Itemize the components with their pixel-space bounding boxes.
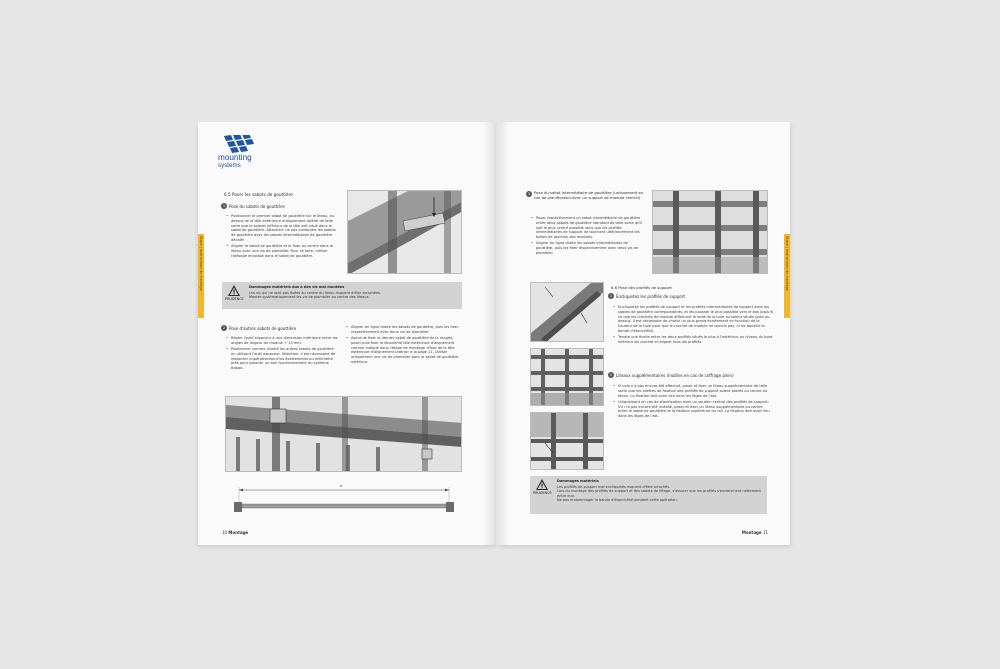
- footer-right: [742, 530, 768, 535]
- caution-text: [249, 285, 381, 300]
- gutter-shoes-row-illustration: [225, 396, 462, 472]
- dimension-label: a: [340, 484, 343, 488]
- caution-label: PRUDENCE: [225, 297, 244, 301]
- bullet: • Poser respectivement un sabot intermédiaire de gouttière entre deux sabots de gouttière standard de telle sorte qu'il soit le plus centré possible sans que les profilés intermédiaires de support ne touchent ultérieurement les boîtes de jonction des modules.: [531, 216, 643, 240]
- caution-line: Les vis qui ne sont pas fixées au centre du liteau risquent d'être arrachées.: [249, 290, 381, 295]
- step-3-text: [531, 216, 643, 257]
- support-profile-illustration: [530, 282, 604, 342]
- step-title: Encliquetez les profilés de support: [616, 293, 685, 299]
- logo-text-systems: systems: [218, 162, 241, 169]
- caution-text: [557, 479, 762, 503]
- side-tab-label: Étape | Instructions de montage: [199, 236, 203, 291]
- caution-box: [530, 476, 767, 514]
- step-1-heading: [608, 293, 685, 299]
- bullet: • Si cela n'a pas encore été effectué, poser et fixer un liteau supplémentaire de telle sorte que les ailettes de fixation des profilés de support soient placés au centre du liteau. La fixation doit avoir lieu dans les lèges de l'ast.: [613, 384, 773, 398]
- step-title: Liteaux supplémentaires (inutiles en cas de coffrage plein): [616, 372, 734, 378]
- left-page: [198, 122, 496, 545]
- gutter-shadow: [482, 122, 496, 545]
- page-number: 11: [762, 530, 768, 535]
- section-title: 6.5 Poser les sabots de gouttière: [224, 192, 293, 197]
- bullet: • Régler l'outil espaceur à une dimension intérieure entre les angles de largeur du module + 13 mm.: [226, 336, 338, 346]
- step-2-heading: [221, 325, 296, 331]
- caution-title: Dommages matériels: [557, 479, 599, 483]
- bullet: • Aligner le sabot de gouttière et le fixer au centre dans le liteau avec une vis de plomblier. Pour ce faire, utiliser l'alésage encoissé dans le sabot de gouttière.: [226, 244, 336, 258]
- bullet: • Encliquetez les profilés de support et les profilés intermédiaires de support dans les sabots de gouttière correspondants, et les pousser le plus possible vers le bas jusqu'à ce que les crochets de module affleurent le bord de la tuile ou soient situés juste au-dessus. Il est nécessaire de choisir un plus grand écartement en fonction de la hauteur de la tuile pour que le crochet de module ne touche pas, ni ne bousille la bande d'étanchéité.: [613, 305, 773, 334]
- bullet: • Tendre une ficelle entre les deux profilés situés le plus à l'extérieur au niveau du bord inférieur du crochet et aligner tous les profilés.: [613, 335, 773, 345]
- right-page: [496, 122, 790, 545]
- step-3-heading: [526, 191, 644, 201]
- bullet: • Positionner le premier sabot de gouttière sur le liteau, au-dessus de la tôle extérieure d'alignement latéral de telle sorte que le soleret inférieur de la tôle soit situé dans le sabot de gouttière. Attention: ne pas confondre les sabots de gouttière avec les sabots intermédiaires de gouttière décalé!: [226, 214, 336, 243]
- section-title: 6.6 Pose des profilés de support: [611, 285, 672, 290]
- footer-left: [222, 530, 248, 535]
- step-2-col-2: [346, 325, 460, 366]
- battens-illustration: [530, 348, 604, 406]
- step-2-text: [613, 384, 773, 420]
- step-title: Pose d'autres sabots de gouttière: [229, 325, 297, 331]
- battens-drawing: [531, 349, 604, 406]
- gutter-shoe-illustration: [347, 190, 462, 274]
- bullet: • Uniquement en cas de planification avec un soutien central des profilés de support: S'il n'a pas encore été installé, poser et fixer un liteau supplémentaire au centre entre le sabot de gouttière et la fixation supérieure du rail. La fixation doit avoir lieu dans les lèges de l'ast.: [613, 400, 773, 419]
- step-number: 2: [222, 326, 226, 330]
- side-tab: [784, 234, 790, 318]
- intermediate-shoe-illustration: [652, 190, 768, 274]
- warning-triangle-icon: [536, 479, 548, 490]
- step-1-text: [226, 214, 336, 260]
- step-title: Pose du sabot intermédiaire de gouttière (uniquement en cas de planification avec un support de module central): [534, 190, 644, 200]
- solar-panel-logo-icon: [222, 135, 256, 153]
- bullet: • Aligner en ligne droite les sabots de gouttière, puis les fixer respectivement avec deux vis de plomblier.: [346, 325, 460, 335]
- caution-title: Dommages matériels dus à des vis mal montées: [249, 285, 345, 289]
- caution-line: Les profilés de support mal encliquetés risquent d'être arrachés.: [557, 484, 671, 489]
- caution-label: PRUDENCE: [533, 491, 552, 495]
- step-number: 2: [609, 373, 613, 377]
- support-profile-drawing: [531, 283, 604, 342]
- gutter-shadow: [496, 122, 510, 545]
- step-1-heading: [221, 203, 285, 209]
- bullet: • Positionner comme illustré les autres sabots de gouttière en utilisant l'outil espaceur. Attention: il est nécessaire de respecter impérativement les écartements au millimètre près pour garantir un bon fonctionnement du système Bappa.: [226, 347, 338, 371]
- step-2-col-1: [226, 336, 338, 372]
- bullet: • Aligner en ligne droite les sabots intermédiaires de gouttière, puis les fixer respectivement avec deux vis de plomblier.: [531, 241, 643, 255]
- step-1-text: [613, 305, 773, 346]
- warning-triangle-icon: [228, 285, 240, 296]
- step-number: 1: [609, 294, 613, 298]
- step-number: 3: [527, 192, 531, 196]
- central-support-drawing: [531, 413, 604, 470]
- step-number: 1: [222, 204, 226, 208]
- company-logo: [218, 135, 288, 185]
- footer-section: Montage: [228, 530, 249, 535]
- page-number: 10: [222, 530, 228, 535]
- caution-line: Ne pas endommager la bande d'étanchéité pendant cette opération.: [557, 498, 678, 503]
- gutter-shoes-row-drawing: [226, 397, 462, 472]
- bullet: • Avant de fixer le dernier sabot de gouttière de la rangée, poser puis fixer la deuxième tôle extérieure d'alignement comme indiqué dans l'étape de montage «Pose de la tôle extérieure d'alignement latéral» à la page 11. Utiliser uniquement une vis de plomblier pour le sabot de gouttière extérieur.: [346, 336, 460, 365]
- step-2-heading: [608, 372, 734, 378]
- side-tab-label: Étape | Instructions de montage: [785, 236, 789, 291]
- side-tab: [198, 234, 204, 318]
- gutter-shoe-drawing: [348, 191, 462, 274]
- footer-section: Montage: [741, 530, 762, 535]
- intermediate-shoe-drawing: [653, 191, 768, 274]
- caution-line: Monter systématiquement les vis de plomblier au centre des liteaux.: [249, 295, 370, 300]
- step-title: Pose du sabots de gouttière: [229, 203, 285, 209]
- logo-text-mounting: mounting: [218, 153, 252, 162]
- caution-box: [222, 282, 462, 309]
- central-support-illustration: [530, 412, 604, 470]
- caution-line: Lors du montage des profilés de support et des sabots de liftage, s'assurer que les profilés s'enclenchent nettement entre eux.: [557, 489, 761, 498]
